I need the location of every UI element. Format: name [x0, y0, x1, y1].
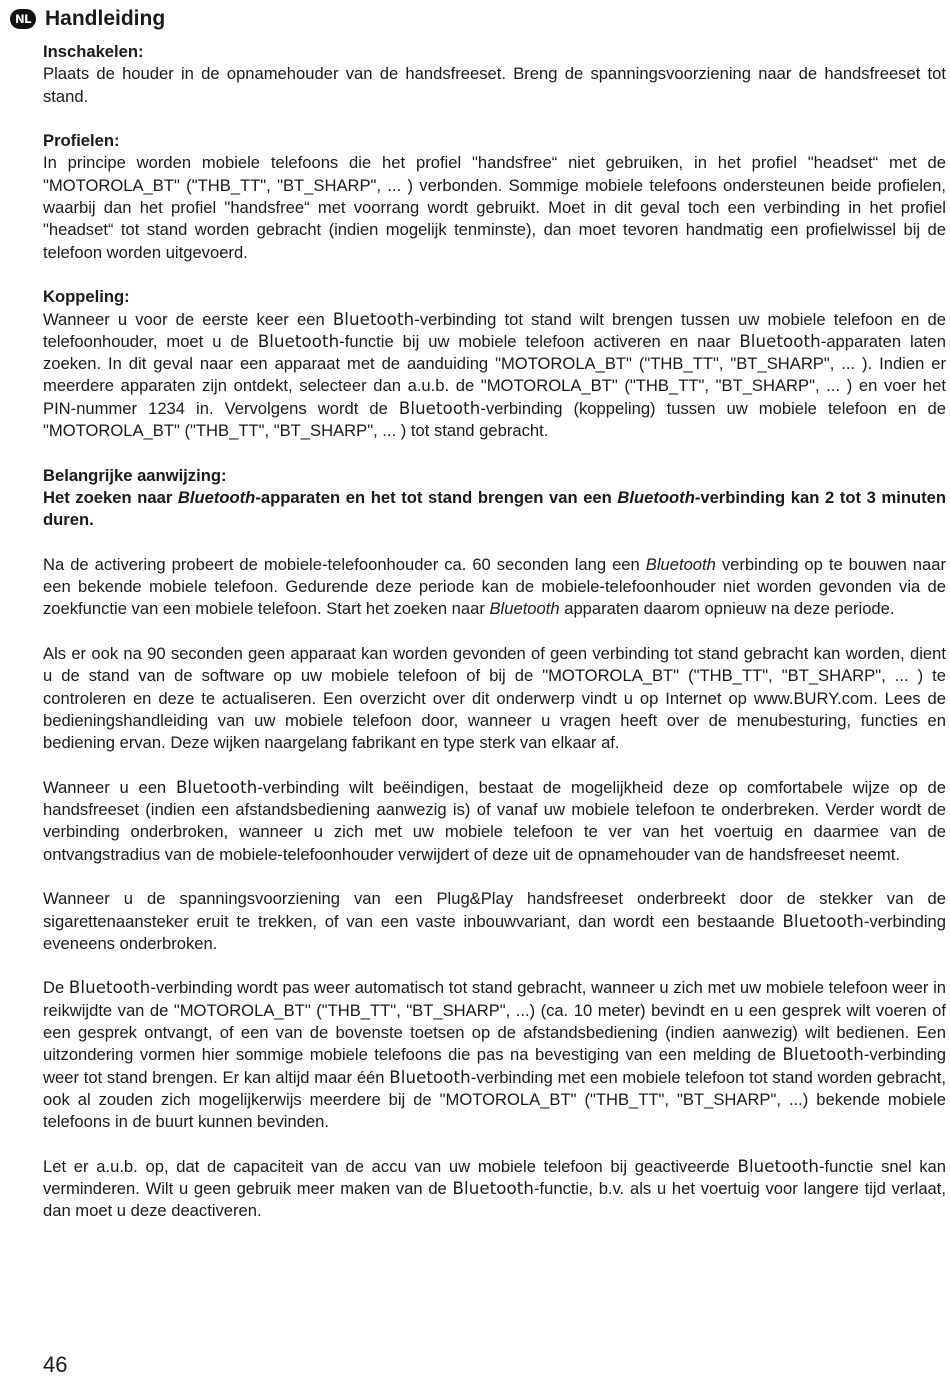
page-header	[10, 4, 165, 34]
section-beeindigen	[43, 777, 946, 866]
bluetooth-term: Bluetooth	[645, 554, 716, 574]
text-run: -verbinding tot stand wilt brengen tussen uw mobiele telefoon en de telefoonhouder, moet u de	[43, 309, 946, 351]
section-profielen	[43, 130, 946, 264]
paragraph-plug-play	[43, 888, 946, 955]
heading-aanwijzing: Belangrijke aanwijzing:	[43, 465, 227, 485]
text-run: -verbinding (koppeling) tussen uw mobiele telefoon en de "MOTOROLA_BT" ("THB_TT", "BT_SHARP", ... ) tot stand gebracht.	[43, 398, 946, 441]
text-run: Wanneer u een	[43, 777, 176, 797]
section-aanwijzing	[43, 465, 946, 532]
language-badge: NL	[10, 9, 36, 29]
bluetooth-term: Bluetooth	[389, 1067, 471, 1087]
bluetooth-term: Bluetooth	[617, 487, 695, 507]
heading-profielen: Profielen:	[43, 131, 120, 151]
section-accu	[43, 1156, 946, 1223]
section-koppeling	[43, 286, 946, 442]
text-run: -verbinding met een mobiele telefoon tot stand worden gebracht, ook al zouden zich mogelijkerwijs meerdere bij de "MOTOROLA_BT" ("THB_TT", "BT_SHARP", ...) bekende mobiele telefoons in de buurt kunnen bevinden.	[43, 1067, 947, 1132]
text-run: Het zoeken naar	[43, 487, 178, 507]
text-run: -apparaten laten zoeken. In dit geval naar een apparaat met de aanduiding "MOTOROLA_BT" ("THB_TT", "BT_SHARP", ... ). Indien er meerdere apparaten zijn ontdekt, selecteer dan a.u.b. de "MOTOROLA_BT" ("THB_TT", "BT_SHARP", ... ) en voer het PIN-nummer 1234 in. Vervolgens wordt de	[43, 331, 946, 418]
text-run: -verbinding weer tot stand brengen. Er kan altijd maar één	[43, 1045, 946, 1087]
bluetooth-term: Bluetooth	[782, 1045, 864, 1065]
text-run: -apparaten en het tot stand brengen van een	[255, 487, 618, 507]
bluetooth-term: Bluetooth	[739, 331, 821, 351]
paragraph-activering	[43, 554, 946, 621]
paragraph-beeindigen	[43, 777, 946, 866]
section-plug-play	[43, 888, 946, 955]
bluetooth-term: Bluetooth	[398, 398, 481, 418]
paragraph-90-seconden: Als er ook na 90 seconden geen apparaat kan worden gevonden of geen verbinding tot stand gebracht kan worden, dient u de stand van de software op uw mobiele telefoon of bij de "MOTOROLA_BT" ("THB_TT", "BT_SHARP", ... ) te controleren en deze te actualiseren. Een overzicht over dit onderwerp vindt u op Internet op www.BURY.com. Lees de bedieningshandleiding van uw mobiele telefoon door, wanneer u vragen heeft over de menubesturing, functies en bediening ervan. Deze wijken naargelang fabrikant en type sterk van elkaar af.	[43, 644, 946, 753]
bluetooth-term: Bluetooth	[332, 309, 415, 329]
text-run: verbinding op te bouwen naar een bekende mobiele telefoon. Gedurende deze periode kan de mobiele-telefoonhouder niet worden gevonden via de zoekfunctie van een mobiele telefoon. Start het zoeken naar	[43, 554, 946, 619]
heading-inschakelen: Inschakelen:	[43, 42, 144, 61]
text-run: apparaten daarom opnieuw na deze periode.	[559, 599, 895, 619]
text-run: -functie bij uw mobiele telefoon activeren en naar	[339, 331, 740, 351]
bluetooth-term: Bluetooth	[257, 331, 340, 351]
text-run: Let er a.u.b. op, dat de capaciteit van de accu van uw mobiele telefoon bij geactiveerde	[43, 1156, 738, 1176]
bluetooth-term: Bluetooth	[452, 1179, 534, 1199]
page-number: 46	[43, 1352, 68, 1377]
text-run: -functie, b.v. als u het voertuig voor langere tijd verlaat, dan moet u deze deactiveren.	[43, 1179, 946, 1221]
bluetooth-term: Bluetooth	[737, 1156, 819, 1176]
bluetooth-term: Bluetooth	[68, 978, 151, 998]
text-run: -functie snel kan verminderen. Wilt u geen gebruik meer maken van de	[43, 1156, 946, 1199]
paragraph-accu	[43, 1156, 946, 1223]
text-run: Wanneer u de spanningsvoorziening van een Plug&Play handsfreeset onderbreekt door de stekker van de sigarettenaansteker eruit te trekken, of van een vaste inbouwvariant, dan wordt een bestaande	[43, 889, 946, 931]
paragraph-automatisch	[43, 977, 946, 1133]
document-body	[43, 41, 946, 1245]
bluetooth-term: Bluetooth	[489, 599, 560, 619]
section-inschakelen	[43, 41, 946, 108]
paragraph-profielen: In principe worden mobiele telefoons die het profiel "handsfree“ niet gebruiken, in het profiel "headset“ met de "MOTOROLA_BT" ("THB_TT", "BT_SHARP", ... ) verbonden. Sommige mobiele telefoons ondersteunen beide profielen, waarbij dan het profiel "handsfree“ met voorrang wordt gebruikt. Moet in dit geval toch een verbinding in het profiel "headset“ tot stand worden gebracht (indien mogelijk tenminste), dan moet tevoren handmatig een profielwissel bij de telefoon worden uitgevoerd.	[43, 153, 946, 262]
text-run: De	[43, 978, 69, 998]
text-run: -verbinding kan 2 tot 3 minuten duren.	[43, 487, 947, 530]
text-run: -verbinding wilt beëindigen, bestaat de mogelijkheid deze op comfortabele wijze op de handsfreeset (indien een afstandsbediening aanwezig is) of vanaf uw mobiele telefoon te onderbreken. Verder wordt de verbinding onderbroken, wanneer u zich met uw mobiele telefoon te ver van het voertuig en daarmee van de ontvangstradius van de mobiele-telefoonhouder verwijdert of deze uit de opnamehouder van de handsfreeset neemt.	[43, 777, 946, 864]
bluetooth-term: Bluetooth	[175, 777, 258, 797]
text-run: Wanneer u voor de eerste keer een	[43, 309, 333, 329]
section-activering	[43, 554, 946, 621]
page-title: Handleiding	[45, 7, 166, 30]
section-90-seconden	[43, 643, 946, 754]
section-automatisch	[43, 977, 946, 1133]
heading-koppeling: Koppeling:	[43, 287, 130, 307]
paragraph-aanwijzing	[43, 487, 946, 532]
bluetooth-term: Bluetooth	[177, 487, 256, 507]
text-run: -verbinding wordt pas weer automatisch tot stand gebracht, wanneer u zich met uw mobiele telefoon weer in reikwijdte van de "MOTOROLA_BT" ("THB_TT", "BT_SHARP", ...) (ca. 10 meter) bevindt en u een gesprek wilt voeren of een gesprek ontvangt, of een van de bovenste toetsen op de afstandsbediening (indien aanwezig) wilt bedienen. Een uitzondering vormen hier sommige mobiele telefoons die pas na bevestiging van een melding de	[43, 978, 946, 1065]
text-run: Na de activering probeert de mobiele-telefoonhouder ca. 60 seconden lang een	[43, 554, 646, 574]
text-run: -verbinding eveneens onderbroken.	[43, 911, 946, 953]
bluetooth-term: Bluetooth	[782, 911, 864, 931]
paragraph-inschakelen: Plaats de houder in de opnamehouder van de handsfreeset. Breng de spanningsvoorziening naar de handsfreeset tot stand.	[43, 64, 946, 106]
paragraph-koppeling	[43, 309, 946, 443]
